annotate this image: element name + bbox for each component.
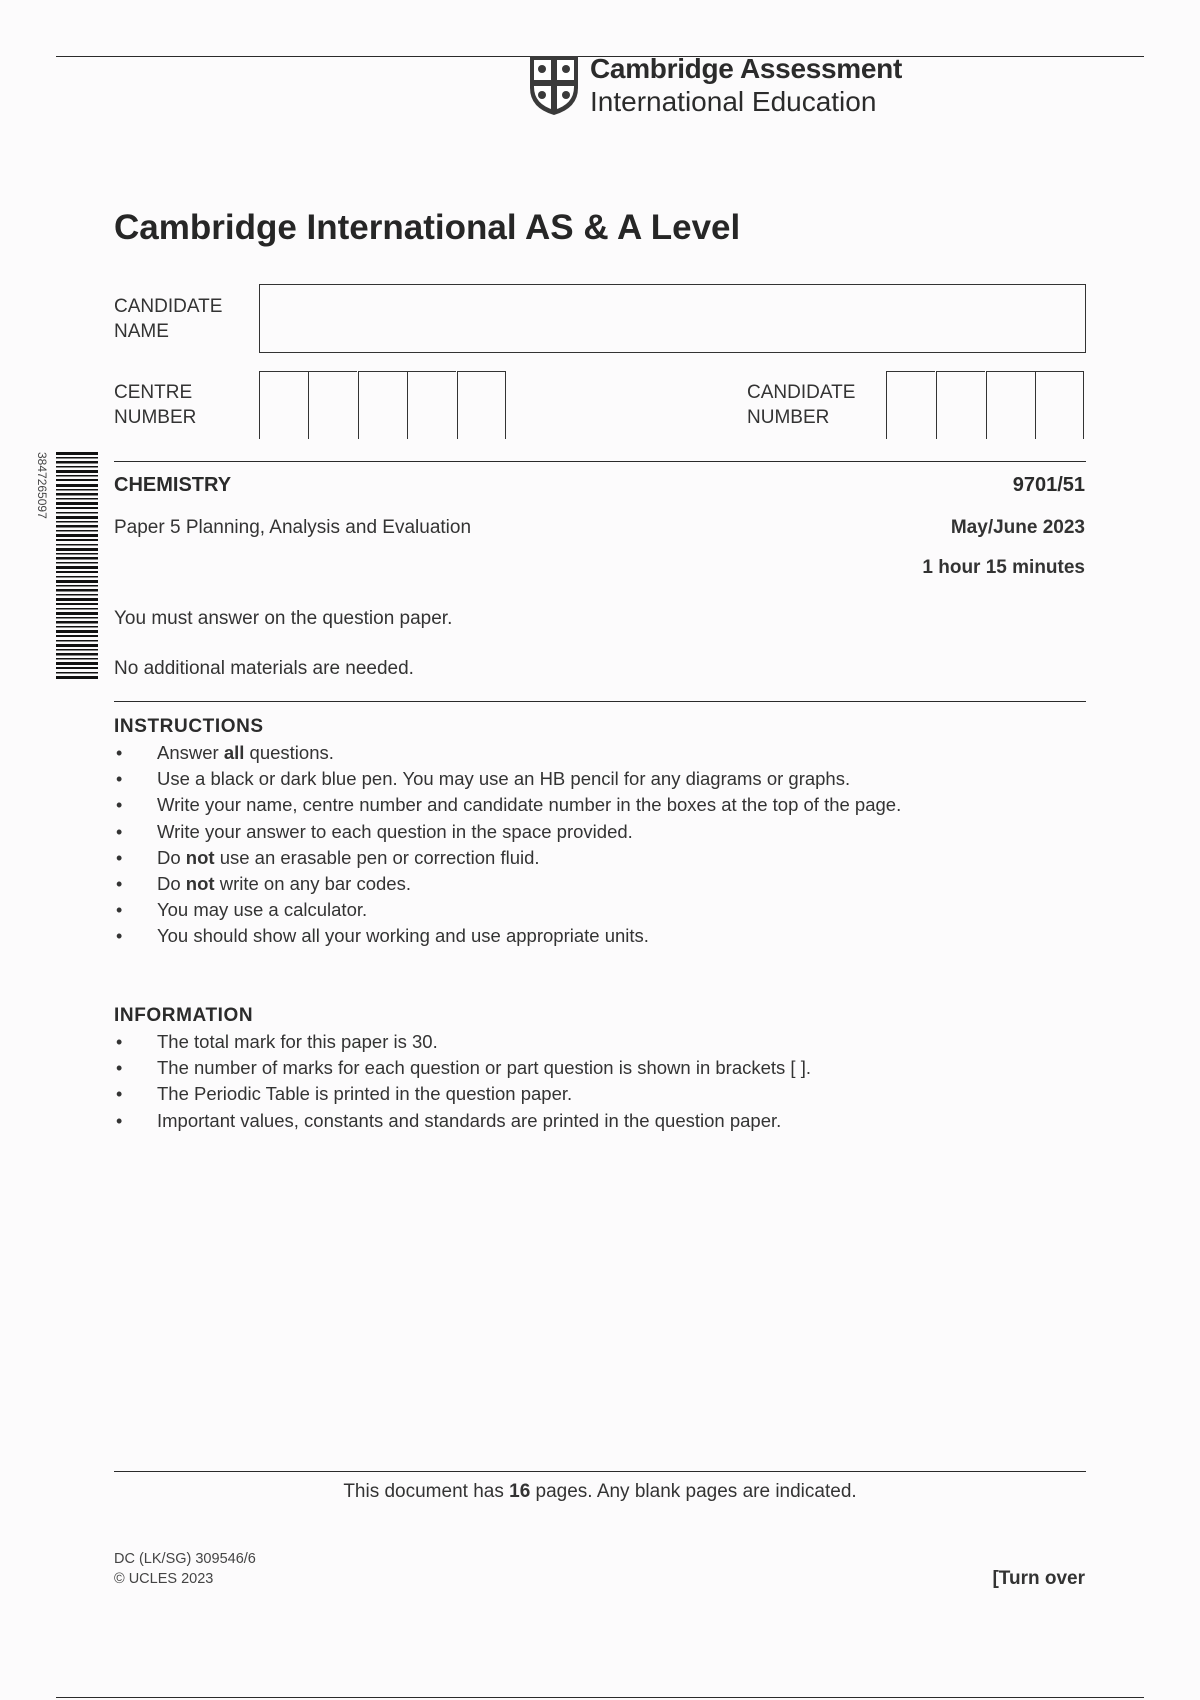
information-heading: INFORMATION	[114, 1005, 254, 1026]
centre-number-cell[interactable]	[308, 371, 357, 439]
copyright-note: © UCLES 2023	[114, 1571, 214, 1587]
centre-number-cell[interactable]	[259, 371, 308, 439]
org-name-line1: Cambridge Assessment	[590, 53, 902, 84]
candidate-name-box[interactable]	[259, 284, 1086, 353]
subject-name: CHEMISTRY	[114, 474, 232, 496]
page-count-note: This document has 16 pages. Any blank pages are indicated.	[343, 1481, 857, 1502]
instructions-list	[114, 740, 901, 950]
centre-number-cell[interactable]	[358, 371, 407, 439]
candidate-number-label: CANDIDATE NUMBER	[747, 382, 856, 428]
exam-title: Cambridge International AS & A Level	[114, 208, 741, 247]
instruction-item: • Write your answer to each question in the space provided.	[114, 819, 901, 845]
information-list	[114, 1029, 811, 1134]
instructions-heading: INSTRUCTIONS	[114, 716, 264, 737]
university-crest-logo	[528, 54, 580, 116]
candidate-number-cell[interactable]	[1035, 371, 1084, 439]
centre-number-cell[interactable]	[457, 371, 506, 439]
instruction-item: • Do not use an erasable pen or correction fluid.	[114, 845, 901, 871]
exam-session: May/June 2023	[950, 517, 1085, 538]
document-reference: DC (LK/SG) 309546/6	[114, 1551, 256, 1567]
information-item: • Important values, constants and standards are printed in the question paper.	[114, 1108, 811, 1134]
instruction-item: • Use a black or dark blue pen. You may use an HB pencil for any diagrams or graphs.	[114, 766, 901, 792]
bottom-rule	[56, 1697, 1144, 1698]
materials-note: No additional materials are needed.	[114, 658, 414, 679]
subject-rule-bottom	[114, 701, 1086, 702]
instruction-item: • Answer all questions.	[114, 740, 901, 766]
turn-over-note: [Turn over	[992, 1568, 1085, 1589]
candidate-number-cell[interactable]	[886, 371, 935, 439]
paper-code: 9701/51	[1012, 474, 1085, 496]
paper-name: Paper 5 Planning, Analysis and Evaluation	[114, 517, 472, 538]
candidate-name-label: CANDIDATE NAME	[114, 296, 223, 342]
centre-number-cell[interactable]	[407, 371, 456, 439]
instruction-item: • You should show all your working and use appropriate units.	[114, 923, 901, 949]
instruction-item: • Write your name, centre number and candidate number in the boxes at the top of the page.	[114, 792, 901, 818]
candidate-number-cell[interactable]	[936, 371, 985, 439]
centre-number-label: CENTRE NUMBER	[114, 382, 197, 428]
information-item: • The number of marks for each question or part question is shown in brackets [ ].	[114, 1055, 811, 1081]
subject-rule-top	[114, 461, 1086, 462]
information-item: • The Periodic Table is printed in the question paper.	[114, 1081, 811, 1107]
footer-rule	[114, 1471, 1086, 1472]
barcode	[56, 452, 98, 682]
barcode-digits: 3847265097	[35, 452, 49, 519]
information-item: • The total mark for this paper is 30.	[114, 1029, 811, 1055]
exam-duration: 1 hour 15 minutes	[922, 557, 1085, 578]
instruction-item: • Do not write on any bar codes.	[114, 871, 901, 897]
instruction-item: • You may use a calculator.	[114, 897, 901, 923]
org-name-line2: International Education	[590, 86, 877, 117]
answer-note: You must answer on the question paper.	[114, 608, 453, 629]
candidate-number-cell[interactable]	[986, 371, 1035, 439]
